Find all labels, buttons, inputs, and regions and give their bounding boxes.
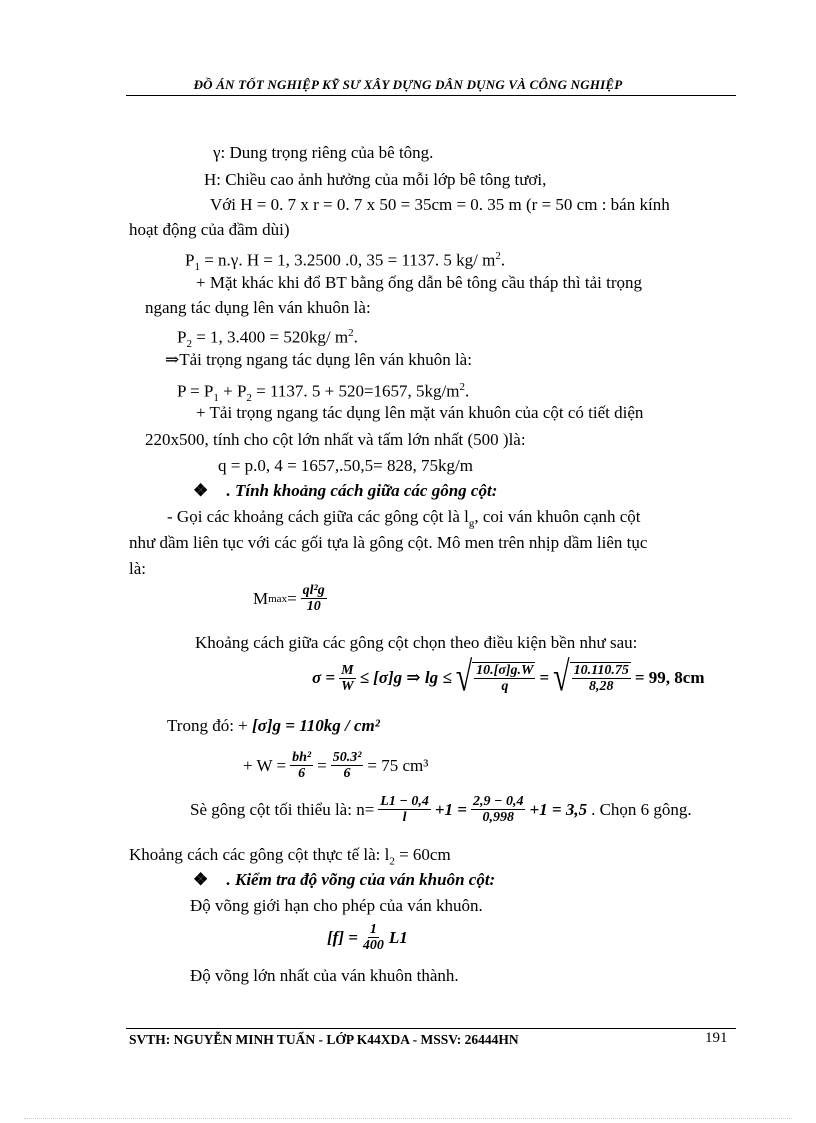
formula-sigma: σ = $\frac{M}{W}$ ≤ [σ]g ⇒ lg ≤ √ $\frac{10.[\sigma]g.W}{q}$ = √ $\frac{10.110.75}{8,28}$ = 99, 8cm xyxy=(312,654,705,701)
formula-p: $P = P_1 + P_2 = 1137$. 5 + 520=1657, $5kg/m^2$. xyxy=(177,381,470,405)
text-line: như dầm liên tục với các gối tựa là gông cột. Mô men trên nhịp dầm liên tục xyxy=(129,533,648,552)
text-line: là: xyxy=(129,559,146,578)
text-line: Trong đó: + [σ]g = 110kg / cm² xyxy=(167,716,380,735)
text-line: Khoảng cách các gông cột thực tế là: $l_2 = 60cm$ xyxy=(129,845,451,868)
section-heading: ❖ . Kiểm tra độ võng của ván khuôn cột: xyxy=(193,870,496,889)
text-line: H: Chiều cao ảnh hưởng của mỗi lớp bê tông tươi, xyxy=(204,170,547,189)
text-line: 220x500, tính cho cột lớn nhất và tấm lớn nhất (500 )là: xyxy=(145,430,526,449)
text-line: γ: Dung trọng riêng của bê tông. xyxy=(213,143,434,162)
text-line: Độ võng giới hạn cho phép của ván khuôn. xyxy=(190,896,483,915)
text-line: - Gọi các khoảng cách giữa các gông cột là $l_g$, coi ván khuôn cạnh cột xyxy=(167,507,641,530)
text-line: Độ võng lớn nhất của ván khuôn thành. xyxy=(190,966,459,985)
page-header: ĐỒ ÁN TỐT NGHIỆP KỸ SƯ XÂY DỰNG DÂN DỤNG VÀ CÔNG NGHIỆP xyxy=(193,77,623,92)
page-edge-divider xyxy=(24,1118,792,1119)
formula-n: Sè gông cột tối thiểu là: n= $\frac{L1 - 0,4}{l}$ +1 = $\frac{2,9 - 0,4}{0,998}$ +1 = 3,5 . Chọn 6 gông. xyxy=(190,794,692,825)
bullet-icon: ❖ xyxy=(193,870,209,889)
footer-info: SVTH: NGUYỄN MINH TUẤN - LỚP K44XDA - MSSV: 26444HN xyxy=(129,1032,519,1047)
formula-q: q = p.0, 4 = 1657,.50,5= 828, 75kg/m xyxy=(218,456,473,475)
formula-p2: $P_2 = 1$, 3.400 = 520kg/ $m^2$. xyxy=(177,327,358,351)
section-heading: ❖ . Tính khoảng cách giữa các gông cột: xyxy=(193,481,498,500)
header-rule xyxy=(126,95,736,96)
page-number: 191 xyxy=(705,1030,728,1046)
text-line: + Tải trọng ngang tác dụng lên mặt ván khuôn của cột có tiết diện xyxy=(196,403,644,422)
text-line: Với H = 0. 7 x r = 0. 7 x 50 = 35cm = 0. 35 m (r = 50 cm : bán kính xyxy=(210,195,670,214)
formula-f: [f] = $\frac{1}{400}$ L1 xyxy=(327,922,408,953)
text-line: ⇒Tải trọng ngang tác dụng lên ván khuôn là: xyxy=(165,350,472,369)
formula-w: + W = $\frac{\text{bh²}}{6}$ = $\frac{\text{50.3²}}{6}$ = 75 cm³ xyxy=(243,750,429,781)
text-line: ngang tác dụng lên ván khuôn là: xyxy=(145,298,371,317)
text-line: + Mặt khác khi đổ BT bằng ống dẫn bê tông cầu tháp thì tải trọng xyxy=(196,273,642,292)
formula-p1: $P_1 = n.\gamma$. H = 1, 3.2500 .0, 35 = 1137. 5 kg/ $m^2$. xyxy=(185,250,506,274)
footer-rule xyxy=(126,1028,736,1029)
formula-mmax: M max = $\frac{\text{ql²g}}{10}$ xyxy=(253,583,325,614)
text-line: Khoảng cách giữa các gông cột chọn theo điều kiện bền như sau: xyxy=(195,633,638,652)
text-line: hoạt động của đầm dùi) xyxy=(129,220,290,239)
bullet-icon: ❖ xyxy=(193,481,209,500)
